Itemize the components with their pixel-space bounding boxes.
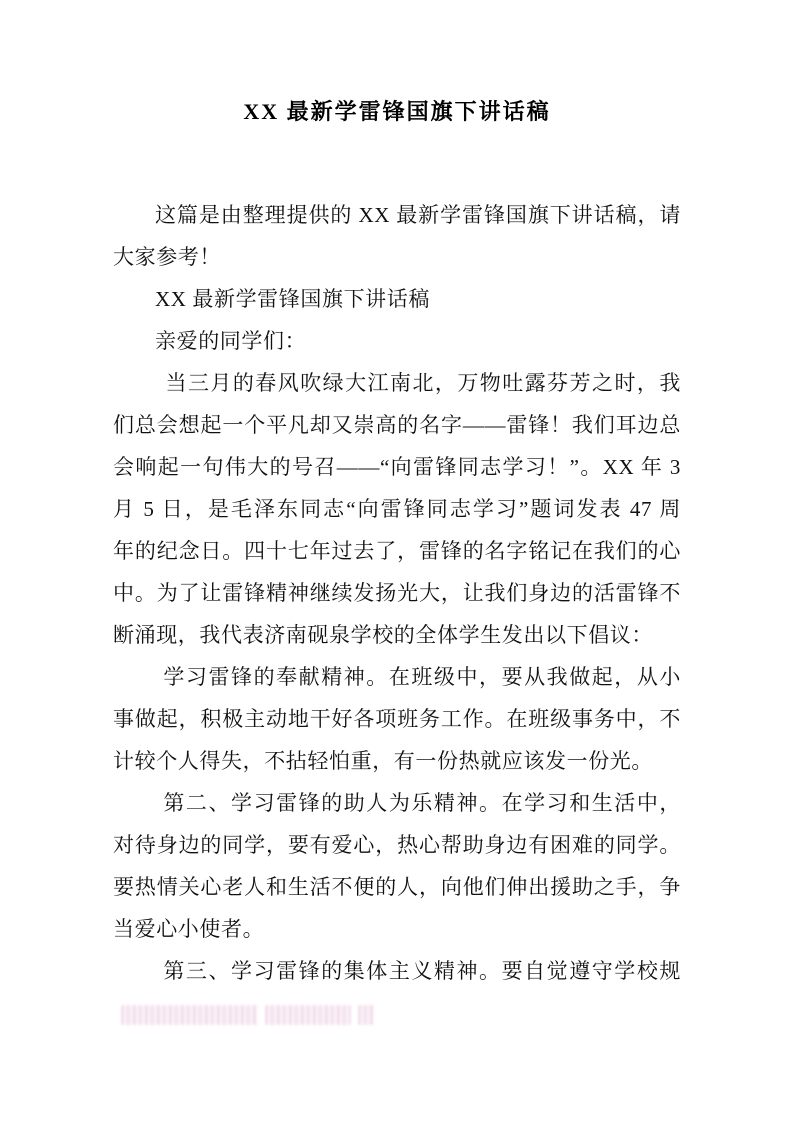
text-line: 第三、学习雷锋的集体主义精神。要自觉遵守学校规 — [163, 959, 681, 983]
text-line: 中。为了让雷锋精神继续发扬光大，让我们身边的活雷锋不 — [113, 581, 681, 605]
document-content — [113, 0, 681, 992]
text-line: 这篇是由整理提供的 XX 最新学雷锋国旗下讲话稿，请 — [155, 203, 681, 227]
page-title: XX 最新学雷锋国旗下讲话稿 — [243, 99, 551, 124]
text-line: 对待身边的同学，要有爱心，热心帮助身边有困难的同学。 — [113, 833, 681, 857]
paragraph — [113, 362, 681, 656]
text-line: 会响起一句伟大的号召——“向雷锋同志学习！”。XX 年 3 — [113, 455, 681, 479]
watermark — [121, 1004, 374, 1026]
text-line: 月 5 日，是毛泽东同志“向雷锋同志学习”题词发表 47 周 — [113, 497, 681, 521]
document-body — [113, 194, 681, 992]
text-line: 要热情关心老人和生活不便的人，向他们伸出援助之手，争 — [113, 875, 681, 899]
paragraph — [113, 278, 681, 320]
text-line: 第二、学习雷锋的助人为乐精神。在学习和生活中， — [163, 791, 681, 815]
text-line: 大家参考！ — [113, 245, 221, 269]
paragraph — [113, 320, 681, 362]
paragraph — [113, 782, 681, 950]
watermark-block — [265, 1005, 351, 1025]
paragraph — [113, 950, 681, 992]
paragraph — [113, 194, 681, 278]
watermark-block — [358, 1005, 374, 1025]
text-line: 断涌现，我代表济南砚泉学校的全体学生发出以下倡议： — [113, 623, 653, 647]
text-line: 当三月的春风吹绿大江南北，万物吐露芬芳之时，我 — [165, 371, 681, 395]
text-line: 亲爱的同学们： — [155, 329, 307, 353]
text-line: XX 最新学雷锋国旗下讲话稿 — [155, 287, 430, 311]
text-line: 们总会想起一个平凡却又崇高的名字——雷锋！我们耳边总 — [113, 413, 681, 437]
text-line: 事做起，积极主动地干好各项班务工作。在班级事务中，不 — [113, 707, 681, 731]
text-line: 当爱心小使者。 — [113, 917, 265, 941]
text-line: 计较个人得失，不拈轻怕重，有一份热就应该发一份光。 — [113, 749, 653, 773]
text-line: 学习雷锋的奉献精神。在班级中，要从我做起，从小 — [163, 665, 681, 689]
text-line: 年的纪念日。四十七年过去了，雷锋的名字铭记在我们的心 — [113, 539, 681, 563]
paragraph — [113, 656, 681, 782]
watermark-block — [121, 1005, 258, 1025]
